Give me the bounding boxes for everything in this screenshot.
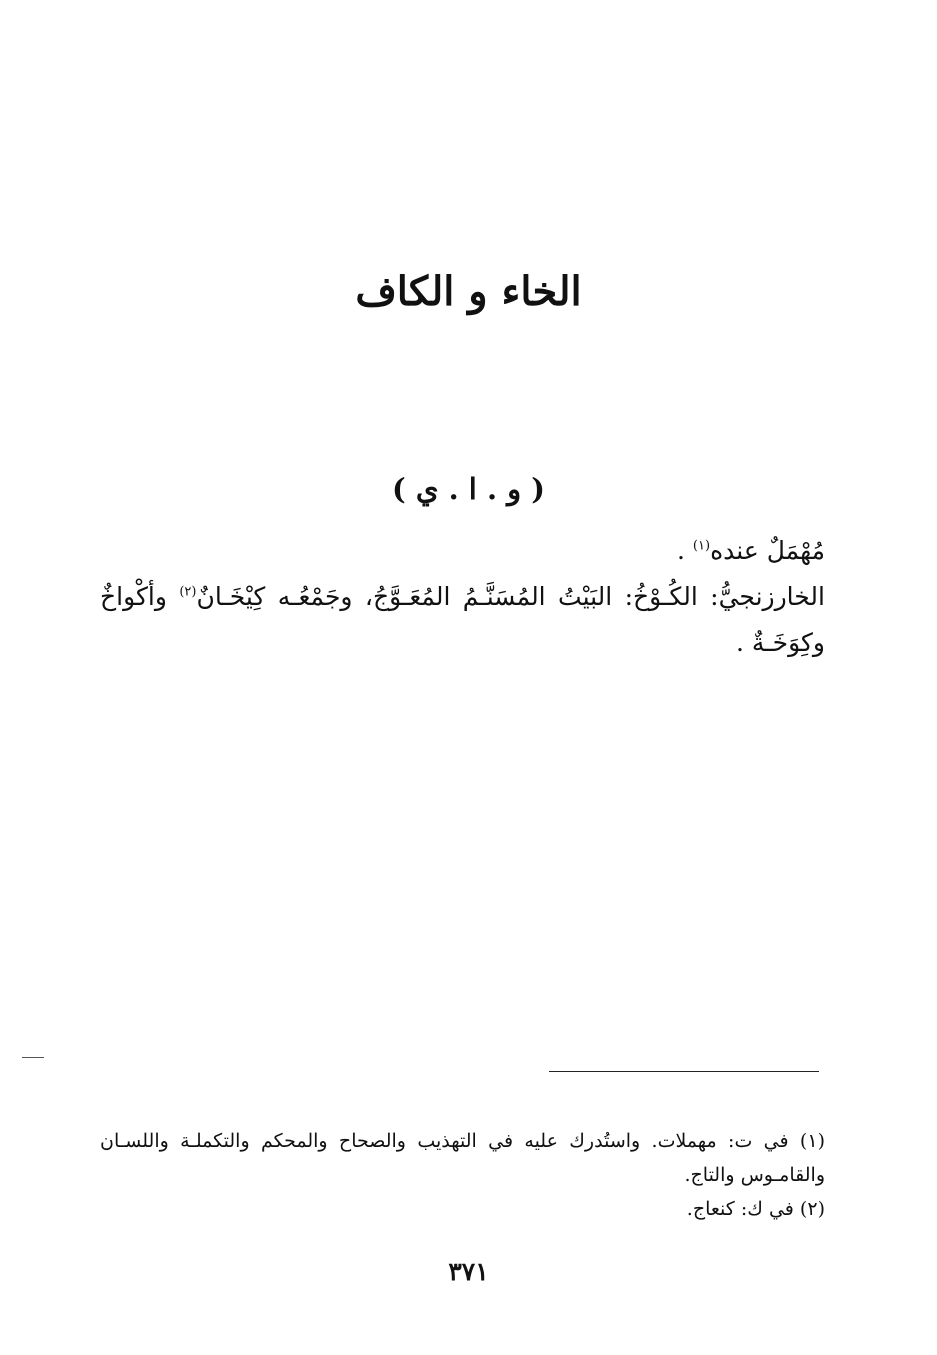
entry-line-2-text: الخارزنجيُّ: الكُـوْخُ: البَيْتُ المُسَنَّـمُ المُعَـوَّجُ، وجَمْعُـه كِيْخَـانٌ	[196, 582, 825, 611]
root-heading: ( و . ا . ي )	[392, 472, 545, 506]
entry-line-1-end: .	[677, 536, 693, 565]
chapter-title: الخاء و الكاف	[355, 268, 582, 315]
entry-line-1-text: مُهْمَلٌ عنده	[710, 536, 825, 565]
entry-line-1	[100, 528, 825, 574]
footnote-ref-1: (١)	[692, 538, 711, 554]
footnote-ref-2: (٢)	[179, 584, 197, 600]
margin-mark	[22, 1057, 44, 1058]
entry-body	[100, 528, 825, 666]
page-number: ٣٧١	[448, 1257, 489, 1286]
entry-line-2-continuation: وأكْواخٌ وكِوَخَـةٌ .	[100, 582, 825, 657]
footnote-divider	[549, 1071, 819, 1072]
entry-line-2	[100, 574, 825, 666]
footnote-2: (٢) في ك: كنعاج.	[686, 1198, 825, 1220]
footnote-1: (١) في ت: مهملات. واستُدرك عليه في التهذيب والصحاح والمحكم والتكملـة واللسـان والقامـوس والتاج.	[100, 1130, 825, 1186]
footnotes	[100, 1124, 825, 1226]
